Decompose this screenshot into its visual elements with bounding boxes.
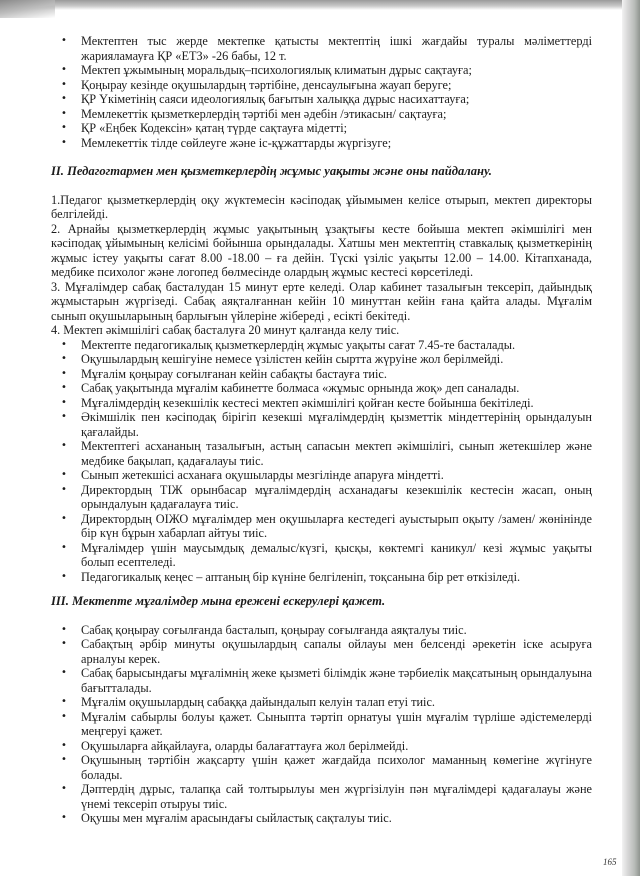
document-page xyxy=(51,34,592,826)
spacer xyxy=(56,150,592,164)
list-item: • Мектеп ұжымының моральдық–психологиялық климатын дұрыс сақтауға; xyxy=(56,63,592,78)
list-item: • Сынып жетекшісі асханаға оқушыларды мезгілінде апаруға міндетті. xyxy=(56,468,592,483)
spacer xyxy=(56,584,592,594)
list-item: • Директордың ТІЖ орынбасар мұғалімдердің асханадағы кезекшілік кестесін жасап, оның орындалуын қадағалауға тиіс. xyxy=(56,483,592,512)
paragraph: 1.Педагог қызметкерлердің оқу жүктемесін кәсіподақ ұйымымен келісе отырып, мектеп директоры белгілейді. xyxy=(51,192,592,221)
list-item: • Мектептен тыс жерде мектепке қатысты мектептің ішкі жағдайы туралы мәліметтерді жарияламауға ҚР «ЕТЗ» -26 бабы, 12 т. xyxy=(56,34,592,63)
scan-shadow-corner xyxy=(0,0,55,18)
section-2-bullet-list xyxy=(56,338,592,585)
scan-border-top xyxy=(0,0,640,10)
section-3-heading: III. Мектепте мұғалімдер мына ережені ескерулері қажет. xyxy=(51,594,386,608)
list-item: • Сабақтың әрбір минуты оқушылардың сапалы ойлауы мен белсенді әрекетін іске асыруға арналуы керек. xyxy=(56,637,592,666)
paragraph: 3. Мұғалімдер сабақ басталудан 15 минут ерте келеді. Олар кабинет тазалығын тексеріп, дайындық жұмыстарын жүргізеді. Сабақ аяқталғаннан кейін 10 минуттан кейін ғана қайта алады. Мұғалім сынып оқушыларының барлығын үйлеріне жібереді , есікті бекітеді. xyxy=(51,279,592,323)
spacer xyxy=(56,179,592,193)
list-item: • Мектепте педагогикалық қызметкерлердің жұмыс уақыты сағат 7.45-те басталады. xyxy=(56,338,592,353)
list-item: • Мемлекеттік қызметкерлердің тәртібі мен әдебін /этикасын/ сақтауға; xyxy=(56,107,592,122)
section-3-bullet-list xyxy=(56,623,592,826)
list-item: • Мектептегі асхананың тазалығын, астың сапасын мектеп әкімшілігі, сынып жетекшілер және медбике бақылап, қадағалауы тиіс. xyxy=(56,439,592,468)
section-1-bullet-list xyxy=(56,34,592,150)
list-item: • Сабақ уақытында мұғалім кабинетте болмаса «жұмыс орнында жоқ» деп саналады. xyxy=(56,381,592,396)
list-item: • Мұғалім сабырлы болуы қажет. Сыныпта тәртіп орнатуы үшін мұғалім түрліше әдістемелерді меңгеруі қажет. xyxy=(56,710,592,739)
list-item: • Қоңырау кезінде оқушылардың тәртібіне, денсаулығына жауап беруге; xyxy=(56,78,592,93)
section-2-heading: II. Педагогтармен мен қызметкерлердің жұмыс уақыты және оны пайдалану. xyxy=(51,164,492,178)
paragraph: 4. Мектеп әкімшілігі сабақ басталуға 20 минут қалғанда келу тиіс. xyxy=(51,323,400,337)
list-item: • ҚР «Еңбек Кодексін» қатаң түрде сақтауға мідетті; xyxy=(56,121,592,136)
scan-border-right xyxy=(622,0,640,876)
list-item: • Оқушы мен мұғалім арасындағы сыйластық сақталуы тиіс. xyxy=(56,811,592,826)
list-item: • Оқушылардың кешігуіне немесе үзілістен кейін сыртта жүруіне жол берілмейді. xyxy=(56,352,592,367)
list-item: • Сабақ қоңырау соғылғанда басталып, қоңырау соғылғанда аяқталуы тиіс. xyxy=(56,623,592,638)
list-item: • Педагогикалық кеңес – аптаның бір күніне белгіленіп, тоқсанына бір рет өткізіледі. xyxy=(56,570,592,585)
list-item: • Оқушының тәртібін жақсарту үшін қажет жағдайда психолог маманның көмегіне жүгінуге болады. xyxy=(56,753,592,782)
list-item: • Әкімшілік пен кәсіподақ бірігіп кезекші мұғалімдердің қызметтік міндеттерінің орындалуын қағалайды. xyxy=(56,410,592,439)
list-item: • ҚР Үкіметінің саяси идеологиялық бағытын халыққа дұрыс насихаттауға; xyxy=(56,92,592,107)
list-item: • Дәптердің дұрыс, талапқа сай толтырылуы мен жүргізілуін пән мұғалімдері қадағалауы және үнемі тексеріп отыруы тиіс. xyxy=(56,782,592,811)
list-item: • Сабақ барысындағы мұғалімнің жеке қызметі білімдік және тәрбиелік мақсатының орындалуына бағытталады. xyxy=(56,666,592,695)
list-item: • Мұғалімдер үшін маусымдық демалыс/күзгі, қысқы, көктемгі каникул/ кезі жұмыс уақыты болып есептеледі. xyxy=(56,541,592,570)
list-item: • Директордың ОІЖО мұғалімдер мен оқушыларға кестедегі ауыстырып оқыту /замен/ жөнінінде бір күн бұрын хабарлап айтуы тиіс. xyxy=(56,512,592,541)
spacer xyxy=(56,609,592,623)
list-item: • Мұғалімдердің кезекшілік кестесі мектеп әкімшілігі қойған кесте бойынша бекітіледі. xyxy=(56,396,592,411)
list-item: • Оқушыларға айқайлауға, оларды балағаттауға жол берілмейді. xyxy=(56,739,592,754)
list-item: • Мұғалім қоңырау соғылғанан кейін сабақты бастауға тиіс. xyxy=(56,367,592,382)
list-item: • Мұғалім оқушылардың сабаққа дайындалып келуін талап етуі тиіс. xyxy=(56,695,592,710)
paragraph: 2. Арнайы қызметкерлердің жұмыс уақытының ұзақтығы кесте бойыша мектеп әкімшілігі мен кәсіподақ ұйымының келісімі бойынша орындалады. Хатшы мен мектептің ставкалық қызметкерінің жұмыс істеу уақыты сағат 8.00 -18.00 – ға дейін. Түскі үзіліс уақыты 12.00 – 14.00. Кітапханада, медбике психолог және логопед бөлмесінде олардың жұмыс кестесі көрсетіледі. xyxy=(51,221,592,279)
page-number: 165 xyxy=(603,857,617,867)
list-item: • Мемлекеттік тілде сөйлеуге және іс-құжаттарды жүргізуге; xyxy=(56,136,592,151)
